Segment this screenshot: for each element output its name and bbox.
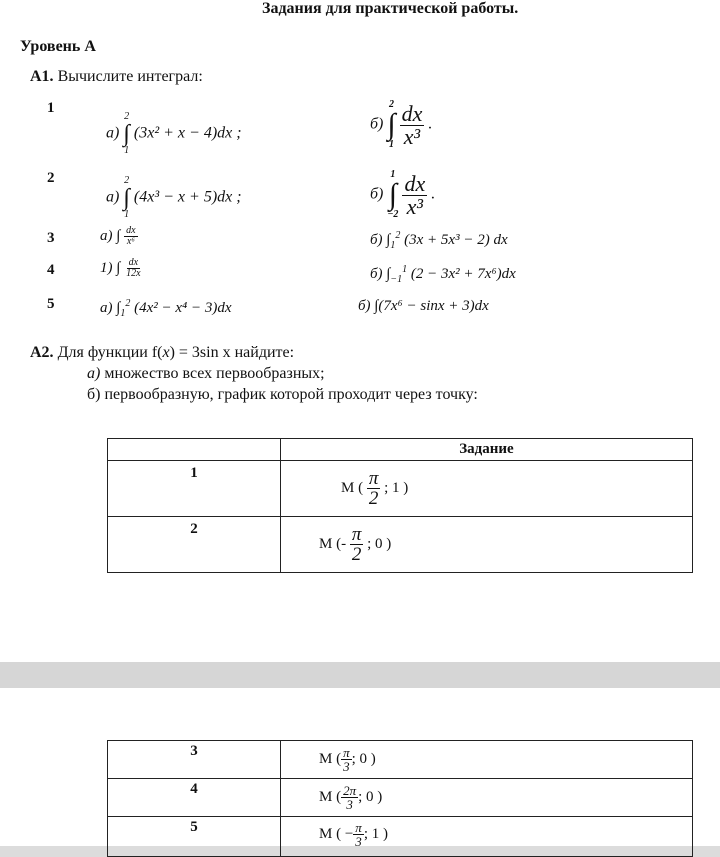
integrand: (4x² − x⁴ − 3)dx — [134, 300, 232, 316]
point-fraction — [341, 746, 352, 773]
table-row — [108, 817, 693, 857]
table-header-empty-cell — [108, 439, 281, 461]
fraction-numerator: π — [351, 524, 362, 545]
item-text: множество всех первообразных; — [104, 365, 325, 382]
task-a2-item-a — [87, 365, 325, 383]
table-point-cell — [281, 779, 693, 817]
trailing-dot: . — [431, 185, 436, 203]
integral-3b — [370, 230, 508, 251]
table-row — [108, 517, 693, 573]
integrand: ∫(7x⁶ − sinx + 3)dx — [374, 298, 489, 314]
upper-limit: 2 — [124, 175, 130, 186]
task-a1-label: А1. — [30, 68, 54, 85]
point-fraction — [350, 525, 364, 564]
table-row-number: 5 — [108, 817, 281, 857]
task-a1-heading — [30, 68, 203, 86]
row-number: 4 — [47, 262, 55, 278]
table-point-cell — [281, 817, 693, 857]
fraction-numerator: 2π — [343, 783, 357, 798]
fraction-numerator: π — [368, 468, 379, 489]
table-point-cell — [281, 517, 693, 573]
fraction-denominator: 2 — [351, 544, 362, 565]
integrand-fraction — [402, 170, 427, 219]
fraction-denominator: 3 — [343, 759, 350, 774]
upper-limit: 1 — [402, 264, 408, 275]
document-page-2 — [0, 688, 720, 849]
integrand-fraction — [124, 258, 142, 279]
upper-limit: 1 — [390, 169, 396, 180]
lower-limit: −1 — [390, 274, 403, 285]
fraction-numerator: dx — [126, 225, 136, 236]
fraction-denominator: 3 — [355, 834, 362, 849]
item-prefix: б) — [370, 115, 384, 133]
integral-sign: 1 ∫ −2 — [387, 169, 399, 220]
integral-2b — [370, 170, 435, 220]
task-a2-text-before: Для функции f( — [57, 344, 163, 361]
task-a2-variable: x — [162, 344, 170, 361]
integral-sign: 2 ∫ 1 — [123, 111, 130, 156]
item-prefix: а) — [106, 188, 120, 206]
table-point-cell — [281, 461, 693, 517]
integral-1b — [370, 100, 432, 150]
point-suffix: ; 1 ) — [384, 479, 409, 496]
integrand-fraction — [400, 100, 425, 149]
integral-sign: 2 ∫ 1 — [123, 175, 130, 220]
lower-limit: 1 — [388, 139, 394, 150]
integrand: (4x³ − x + 5)dx ; — [133, 188, 242, 206]
integral-5a — [100, 298, 232, 319]
lower-limit: −2 — [387, 209, 399, 220]
point-suffix: ; 0 ) — [351, 750, 376, 767]
item-prefix: б) ∫ — [370, 232, 391, 248]
point-prefix: M ( − — [319, 825, 354, 842]
table-row — [108, 779, 693, 817]
point-suffix: ; 0 ) — [358, 788, 383, 805]
integrand: (3x + 5x³ − 2) dx — [404, 232, 508, 248]
table-point-cell — [281, 741, 693, 779]
table-row — [108, 461, 693, 517]
task-a2-item-b: б) первообразную, график которой проходит через точку: — [87, 386, 478, 403]
point-fraction — [367, 469, 381, 508]
fraction-numerator: π — [343, 745, 350, 760]
upper-limit: 2 — [388, 99, 394, 110]
point-prefix: M ( — [319, 750, 342, 767]
point-prefix: M ( — [319, 788, 342, 805]
lower-limit: 1 — [124, 145, 130, 156]
points-table — [107, 438, 693, 573]
point-suffix: ; 1 ) — [363, 825, 388, 842]
trailing-dot: . — [428, 115, 433, 133]
row-number: 5 — [47, 296, 55, 312]
item-prefix: 1) ∫ — [100, 259, 121, 276]
point-fraction — [341, 784, 358, 811]
fraction-denominator: x³ — [406, 193, 423, 219]
item-prefix: б) — [358, 298, 371, 314]
upper-limit: 2 — [124, 111, 130, 122]
level-heading: Уровень А — [20, 38, 96, 55]
document-title: Задания для практической работы. — [262, 0, 519, 17]
integral-5b — [358, 298, 489, 315]
item-prefix: б) ∫ — [370, 266, 391, 282]
integrand: (2 − 3x² + 7x⁶)dx — [410, 266, 516, 282]
row-number: 2 — [47, 170, 55, 186]
page-break-gap — [0, 662, 720, 688]
task-a2-text-after: ) = 3sin x найдите: — [169, 344, 295, 361]
integrand-fraction — [124, 226, 137, 247]
fraction-denominator: 3 — [346, 797, 353, 812]
points-table-continued — [107, 740, 693, 857]
item-prefix: а) — [106, 124, 120, 142]
item-prefix: б) — [370, 185, 384, 203]
item-prefix: а) ∫ — [100, 300, 121, 316]
point-prefix: M ( — [341, 479, 364, 496]
task-a2-heading — [30, 344, 294, 362]
upper-limit: 2 — [395, 230, 401, 241]
table-row — [108, 741, 693, 779]
integral-2a — [106, 176, 242, 220]
fraction-denominator: x³ — [403, 123, 421, 149]
fraction-denominator: 2 — [368, 488, 379, 509]
fraction-denominator: 12x — [126, 268, 141, 279]
fraction-numerator: dx — [401, 100, 423, 126]
integrand: (3x² + x − 4)dx ; — [133, 124, 242, 142]
task-a1-text: Вычислите интеграл: — [57, 68, 203, 85]
lower-limit: 1 — [390, 240, 396, 251]
point-prefix: M (- — [319, 535, 347, 552]
task-a2-label: А2. — [30, 344, 54, 361]
integral-3a — [100, 226, 138, 247]
row-number: 3 — [47, 230, 55, 246]
table-row-number: 1 — [108, 461, 281, 517]
fraction-numerator: π — [355, 820, 362, 835]
lower-limit: 1 — [124, 209, 130, 220]
fraction-numerator: dx — [404, 170, 426, 196]
integral-4b — [370, 264, 516, 285]
integral-1a — [106, 112, 242, 156]
fraction-denominator: x⁶ — [126, 236, 135, 247]
fraction-numerator: dx — [128, 257, 139, 268]
point-suffix: ; 0 ) — [367, 535, 392, 552]
integral-sign: 2 ∫ 1 — [387, 99, 396, 150]
item-prefix: а) ∫ — [100, 227, 121, 244]
table-header: Задание — [281, 439, 693, 461]
table-row-number: 4 — [108, 779, 281, 817]
point-fraction — [353, 821, 364, 848]
lower-limit: 1 — [120, 308, 126, 319]
table-row-number: 3 — [108, 741, 281, 779]
table-row-number: 2 — [108, 517, 281, 573]
integral-4a — [100, 258, 143, 279]
item-prefix: а) — [87, 365, 101, 382]
row-number: 1 — [47, 100, 55, 116]
upper-limit: 2 — [125, 298, 131, 309]
